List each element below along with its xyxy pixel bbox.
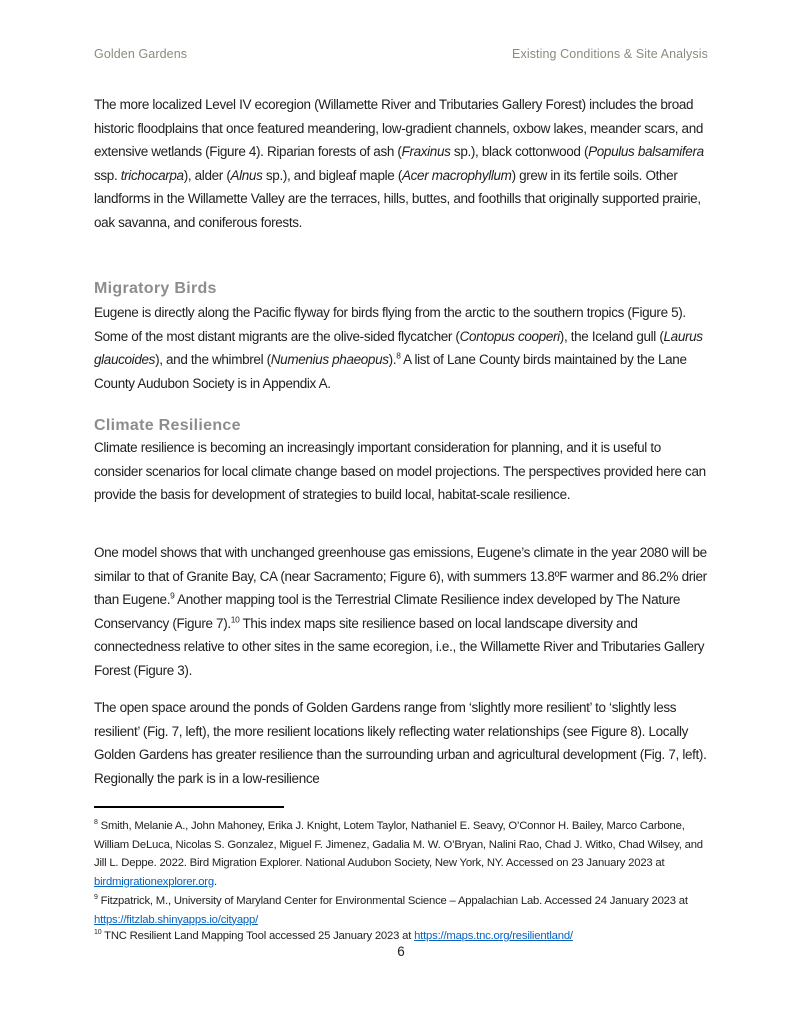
text-run: Eugene is directly along the Pacific flyway for birds flying from the arctic to the southern tropics (Figure 5). Some of the most distant migrants are the olive-sided flycatcher ( xyxy=(94,305,686,344)
text-run: ), alder ( xyxy=(183,167,231,183)
heading-migratory-birds: Migratory Birds xyxy=(94,280,217,297)
hyperlink[interactable]: birdmigrationexplorer.org xyxy=(94,875,214,888)
text-run: This index maps site resilience based on local landscape diversity and connectedness relative to other sites in the same ecoregion, i.e., the Willamette River and Tributaries Gallery Forest (Figure 3). xyxy=(94,615,705,678)
hyperlink[interactable]: https://fitzlab.shinyapps.io/cityapp/ xyxy=(94,913,259,926)
hyperlink[interactable]: https://maps.tnc.org/resilientland/ xyxy=(414,930,573,942)
text-run: One model shows that with unchanged greenhouse gas emissions, Eugene’s climate in the year 2080 will be similar to that of Granite Bay, CA (near Sacramento; Figure 6), with summers 13.8ºF warmer and 86.2% drier than Eugene. xyxy=(94,545,707,607)
page-header xyxy=(94,47,708,61)
header-section-title: Existing Conditions & Site Analysis xyxy=(512,47,708,61)
text-run: TNC Resilient Land Mapping Tool accessed 25 January 2023 at xyxy=(101,930,415,942)
paragraph-climate-intro xyxy=(94,436,708,507)
text-run: ), the Iceland gull ( xyxy=(559,328,664,344)
footnote-9 xyxy=(94,892,708,929)
text-run: Fitzpatrick, M., University of Maryland Center for Environmental Science – Appalachian Lab. Accessed 24 January 2023 at xyxy=(97,895,688,907)
header-document-title: Golden Gardens xyxy=(94,47,188,61)
text-run: The open space around the ponds of Golden Gardens range from ‘slightly more resilient’ to ‘slightly less resilient’ (Fig. 7, left), the more resilient locations likely reflecting water relationships (see Figure 8). Locally Golden Gardens has greater resilience than the surrounding urban and agricultural development (Fig. 7, left). Regionally the park is in a low-resilience xyxy=(94,700,707,786)
paragraph-open-space-resilience xyxy=(94,696,708,790)
footnote-reference: 8 xyxy=(396,350,401,361)
text-run: ). xyxy=(388,352,397,367)
footnote-10 xyxy=(94,927,708,946)
footnote-8 xyxy=(94,817,708,891)
footnote-separator xyxy=(94,806,284,808)
text-run: Alnus xyxy=(230,167,263,183)
text-run: Smith, Melanie A., John Mahoney, Erika J. Knight, Lotem Taylor, Nathaniel E. Seavy, O’Connor H. Bailey, Marco Carbone, William DeLuca, Nicolas S. Gonzalez, Miguel F. Jimenez, Gadalia M. W. O’Bryan, Nalini Rao, Chad J. Witko, Chad Wilsey, and Jill L. Deppe. 2022. Bird Migration Explorer. National Audubon Society, New York, NY. Accessed on 23 January 2023 at xyxy=(94,820,703,869)
text-run: The more localized Level IV ecoregion (Willamette River and Tributaries Gallery Forest) includes the broad historic floodplains that once featured meandering, low-gradient channels, oxbow lakes, meander scars, and extensive wetlands (Figure 4). Riparian forests of ash ( xyxy=(94,97,704,159)
text-run: Contopus cooperi xyxy=(459,328,560,344)
footnote-reference: 10 xyxy=(94,929,102,937)
footnote-reference: 9 xyxy=(170,590,175,601)
text-run: ), and the whimbrel ( xyxy=(155,352,271,367)
paragraph-ecoregion xyxy=(94,93,708,234)
text-run: trichocarpa xyxy=(120,167,184,183)
heading-climate-resilience: Climate Resilience xyxy=(94,417,241,434)
footnote-reference: 9 xyxy=(94,894,98,902)
text-run: Numenius phaeopus xyxy=(270,352,389,367)
text-run: Acer macrophyllum xyxy=(401,167,512,183)
text-run: Another mapping tool is the Terrestrial Climate Resilience index developed by The Nature Conservancy (Figure 7). xyxy=(94,592,681,631)
text-run: ) grew in its fertile soils. Other landforms in the Willamette Valley are the terraces, hills, buttes, and foothills that originally supported prairie, oak savanna, and coniferous forests. xyxy=(94,167,701,230)
footnote-reference: 10 xyxy=(230,614,240,624)
text-run: ssp. xyxy=(94,167,121,183)
text-run: . xyxy=(213,875,217,888)
page-number: 6 xyxy=(397,944,405,959)
text-run: sp.), black cottonwood ( xyxy=(450,144,589,159)
paragraph-migratory-birds xyxy=(94,301,708,395)
footnote-reference: 8 xyxy=(94,819,98,827)
text-run: sp.), and bigleaf maple ( xyxy=(262,167,402,183)
text-run: Laurus glaucoides xyxy=(94,328,703,367)
text-run: Populus balsamifera xyxy=(588,144,704,159)
paragraph-climate-model xyxy=(94,541,708,682)
text-run: Fraxinus xyxy=(401,144,451,159)
text-run: Climate resilience is becoming an increasingly important consideration for planning, and it is useful to consider scenarios for local climate change based on model projections. The perspectives provided here can provide the basis for development of strategies to build local, habitat-scale resilience. xyxy=(94,440,706,502)
text-run: A list of Lane County birds maintained by the Lane County Audubon Society is in Appendix A. xyxy=(94,352,687,391)
